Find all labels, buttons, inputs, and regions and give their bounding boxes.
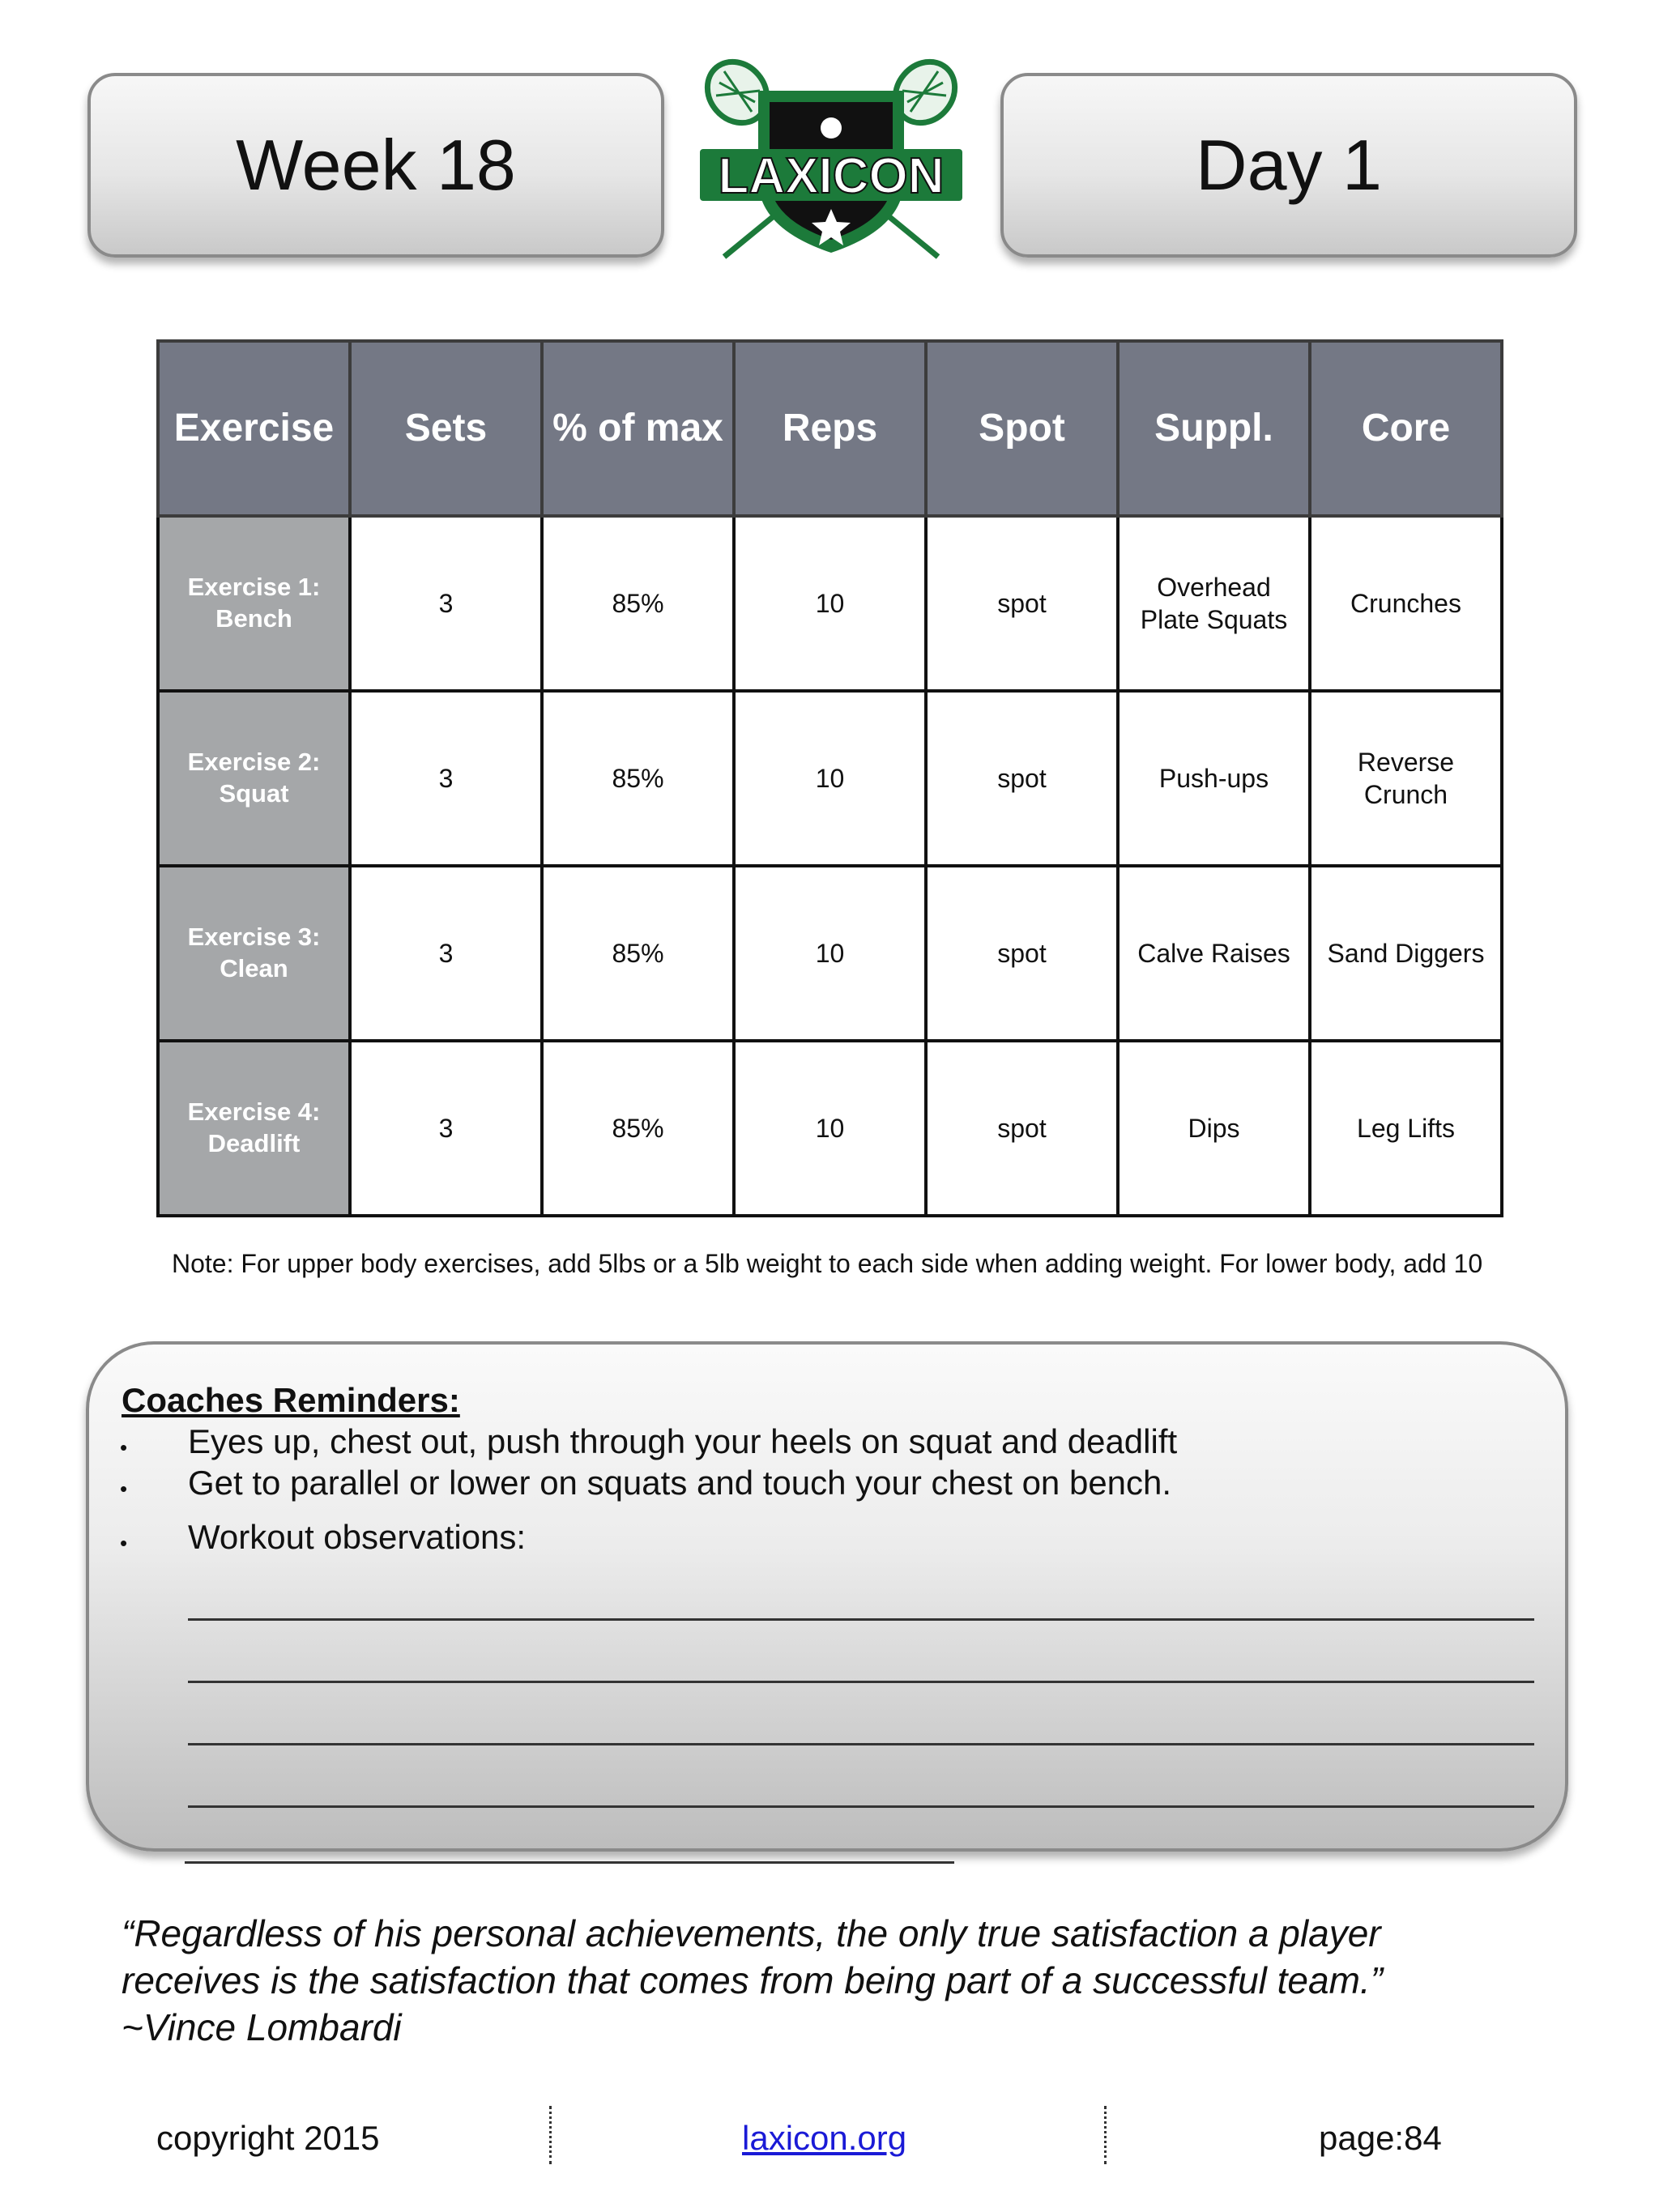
observation-line[interactable]	[185, 1861, 954, 1864]
table-row	[158, 866, 1502, 1041]
exercise-name-cell	[158, 691, 350, 866]
percent-cell: 85%	[542, 866, 734, 1041]
core-cell: Crunches	[1310, 516, 1502, 691]
exercise-number: Exercise 1:	[187, 573, 321, 602]
exercise-title: Squat	[219, 779, 289, 808]
exercise-title: Bench	[215, 604, 292, 633]
week-label-box	[87, 73, 664, 258]
suppl-line: Plate Squats	[1140, 605, 1288, 634]
quote-attribution: ~Vince Lombardi	[122, 2006, 402, 2048]
exercise-number: Exercise 3:	[187, 923, 321, 952]
suppl-cell: Push-ups	[1118, 691, 1310, 866]
bullet-icon: •	[120, 1531, 128, 1555]
day-label: Day 1	[1196, 125, 1382, 205]
suppl-line: Overhead	[1157, 573, 1271, 602]
exercise-name-cell	[158, 866, 350, 1041]
col-header-reps: Reps	[734, 341, 926, 516]
exercise-title: Deadlift	[207, 1129, 301, 1157]
col-header-spot: Spot	[926, 341, 1118, 516]
exercise-number: Exercise 2:	[187, 748, 321, 777]
core-line: Reverse	[1357, 748, 1455, 777]
weight-note: Note: For upper body exercises, add 5lbs or a 5lb weight to each side when adding weight. For lower body, add 10	[172, 1249, 1483, 1278]
day-label-box	[1000, 73, 1577, 258]
percent-cell: 85%	[542, 1041, 734, 1216]
sets-cell: 3	[350, 866, 542, 1041]
lombardi-quote	[122, 1910, 1563, 2051]
exercise-title: Clean	[220, 954, 288, 982]
exercise-name-cell	[158, 1041, 350, 1216]
reps-cell: 10	[734, 866, 926, 1041]
footer-divider	[1104, 2106, 1107, 2164]
laxicon-logo	[695, 58, 967, 266]
core-cell: Sand Diggers	[1310, 866, 1502, 1041]
reminder-item: Eyes up, chest out, push through your heels on squat and deadlift	[188, 1422, 1178, 1460]
copyright-text: copyright 2015	[156, 2119, 380, 2157]
site-link[interactable]: laxicon.org	[742, 2119, 907, 2157]
table-row	[158, 1041, 1502, 1216]
table-header-row	[158, 341, 1502, 516]
spot-cell: spot	[926, 1041, 1118, 1216]
reminder-item: Get to parallel or lower on squats and touch your chest on bench.	[188, 1464, 1172, 1502]
exercise-name-cell	[158, 516, 350, 691]
col-header-sets: Sets	[350, 341, 542, 516]
reminder-item: Workout observations:	[188, 1518, 527, 1556]
page-number: page:84	[1319, 2119, 1442, 2157]
exercise-number: Exercise 4:	[187, 1097, 321, 1127]
observation-line[interactable]	[188, 1743, 1534, 1745]
table-row	[158, 691, 1502, 866]
col-header-exercise: Exercise	[158, 341, 350, 516]
col-header-core: Core	[1310, 341, 1502, 516]
reps-cell: 10	[734, 1041, 926, 1216]
quote-line: receives is the satisfaction that comes from being part of a successful team.”	[122, 1959, 1384, 2001]
core-cell	[1310, 691, 1502, 866]
reminders-title: Coaches Reminders:	[122, 1381, 460, 1419]
spot-cell: spot	[926, 866, 1118, 1041]
sets-cell: 3	[350, 1041, 542, 1216]
col-header-percent: % of max	[542, 341, 734, 516]
observation-line[interactable]	[188, 1805, 1534, 1808]
bullet-icon: •	[120, 1477, 128, 1501]
logo-text: LAXICON	[718, 148, 945, 204]
week-label: Week 18	[236, 125, 516, 205]
core-cell: Leg Lifts	[1310, 1041, 1502, 1216]
sets-cell: 3	[350, 516, 542, 691]
percent-cell: 85%	[542, 516, 734, 691]
quote-line: “Regardless of his personal achievements, the only true satisfaction a player	[122, 1912, 1381, 1954]
bullet-icon: •	[120, 1435, 128, 1460]
workout-table	[156, 339, 1503, 1217]
coaches-reminders-panel	[86, 1341, 1568, 1852]
observation-line[interactable]	[188, 1618, 1534, 1621]
core-line: Crunch	[1363, 780, 1448, 809]
table-row	[158, 516, 1502, 691]
percent-cell: 85%	[542, 691, 734, 866]
suppl-cell: Dips	[1118, 1041, 1310, 1216]
col-header-suppl: Suppl.	[1118, 341, 1310, 516]
reps-cell: 10	[734, 691, 926, 866]
spot-cell: spot	[926, 691, 1118, 866]
reps-cell: 10	[734, 516, 926, 691]
suppl-cell: Calve Raises	[1118, 866, 1310, 1041]
suppl-cell	[1118, 516, 1310, 691]
footer-divider	[549, 2106, 552, 2164]
spot-cell: spot	[926, 516, 1118, 691]
observation-line[interactable]	[188, 1681, 1534, 1683]
sets-cell: 3	[350, 691, 542, 866]
